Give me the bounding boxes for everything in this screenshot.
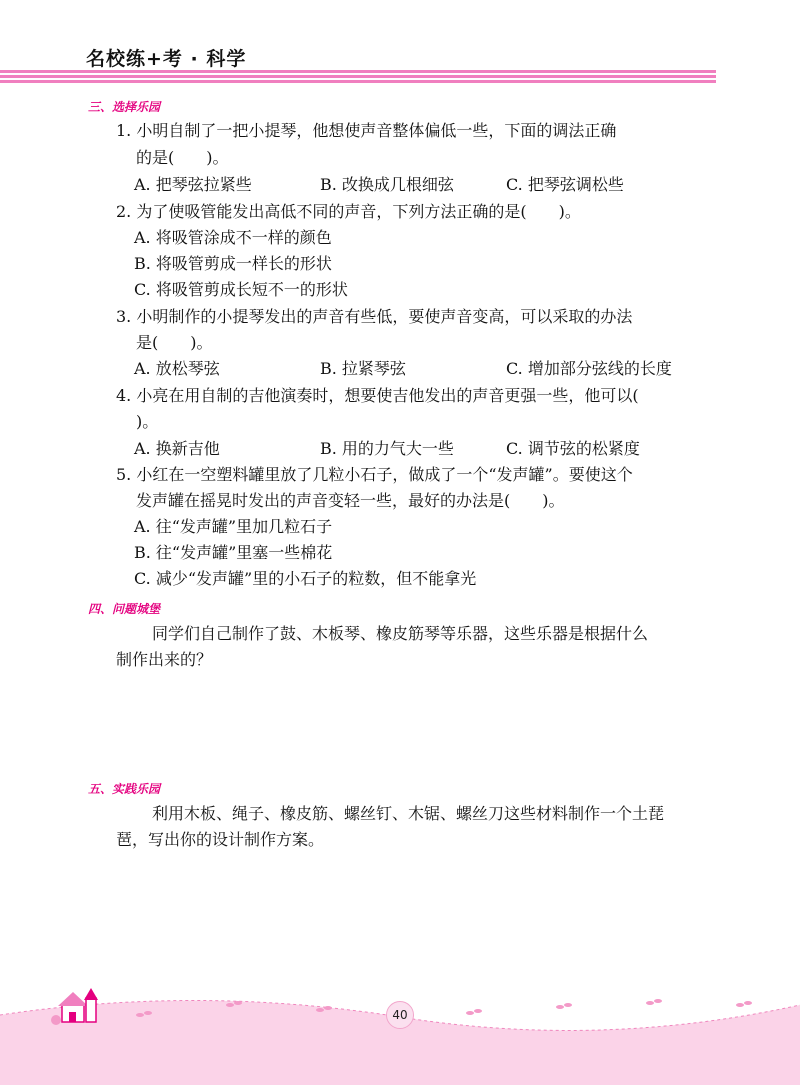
question-line: 1. 小明自制了一把小提琴，他想使声音整体偏低一些，下面的调法正确 — [116, 121, 617, 140]
option-item: C. 把琴弦调松些 — [506, 175, 624, 194]
option-item: A. 把琴弦拉紧些 — [134, 175, 252, 194]
option-item: A. 换新吉他 — [134, 439, 220, 458]
question-line: 5. 小红在一空塑料罐里放了几粒小石子，做成了一个“发声罐”。要使这个 — [116, 465, 633, 484]
option-item: B. 用的力气大一些 — [320, 439, 454, 458]
question-line: 发声罐在摇晃时发出的声音变轻一些，最好的办法是( )。 — [136, 491, 565, 510]
option-item: B. 改换成几根细弦 — [320, 175, 454, 194]
question-line: 的是( )。 — [136, 148, 229, 167]
header-stripe-bar — [0, 70, 716, 86]
option-item: B. 往“发声罐”里塞一些棉花 — [134, 543, 333, 562]
question-line: 3. 小明制作的小提琴发出的声音有些低，要使声音变高，可以采取的办法 — [116, 307, 633, 326]
option-item: C. 将吸管剪成长短不一的形状 — [134, 280, 348, 299]
question-line: 同学们自己制作了鼓、木板琴、橡皮筋琴等乐器，这些乐器是根据什么 — [152, 624, 649, 643]
option-item: C. 减少“发声罐”里的小石子的粒数，但不能拿光 — [134, 569, 477, 588]
question-line: 琶，写出你的设计制作方案。 — [116, 830, 325, 849]
header-title: 名校练+考 · 科学 — [86, 48, 247, 70]
option-item: A. 往“发声罐”里加几粒石子 — [134, 517, 333, 536]
section-heading-practice: 五、实践乐园 — [88, 782, 161, 796]
page-number: 40 — [386, 1001, 414, 1029]
question-line: 是( )。 — [136, 333, 213, 352]
option-item: C. 调节弦的松紧度 — [506, 439, 640, 458]
section-heading-question: 四、问题城堡 — [88, 602, 161, 616]
question-line: )。 — [136, 412, 159, 431]
footer-decoration — [0, 975, 800, 1085]
option-item: A. 将吸管涂成不一样的颜色 — [134, 228, 332, 247]
question-line: 利用木板、绳子、橡皮筋、螺丝钉、木锯、螺丝刀这些材料制作一个土琵 — [152, 804, 665, 823]
question-line: 制作出来的？ — [116, 650, 213, 669]
option-item: B. 拉紧琴弦 — [320, 359, 406, 378]
option-item: B. 将吸管剪成一样长的形状 — [134, 254, 332, 273]
option-item: A. 放松琴弦 — [134, 359, 220, 378]
question-line: 2. 为了使吸管能发出高低不同的声音，下列方法正确的是( )。 — [116, 202, 581, 221]
house-icon — [48, 980, 108, 1030]
option-item: C. 增加部分弦线的长度 — [506, 359, 672, 378]
section-heading-choice: 三、选择乐园 — [88, 100, 161, 114]
question-line: 4. 小亮在用自制的吉他演奏时，想要使吉他发出的声音更强一些，他可以( — [116, 386, 639, 405]
